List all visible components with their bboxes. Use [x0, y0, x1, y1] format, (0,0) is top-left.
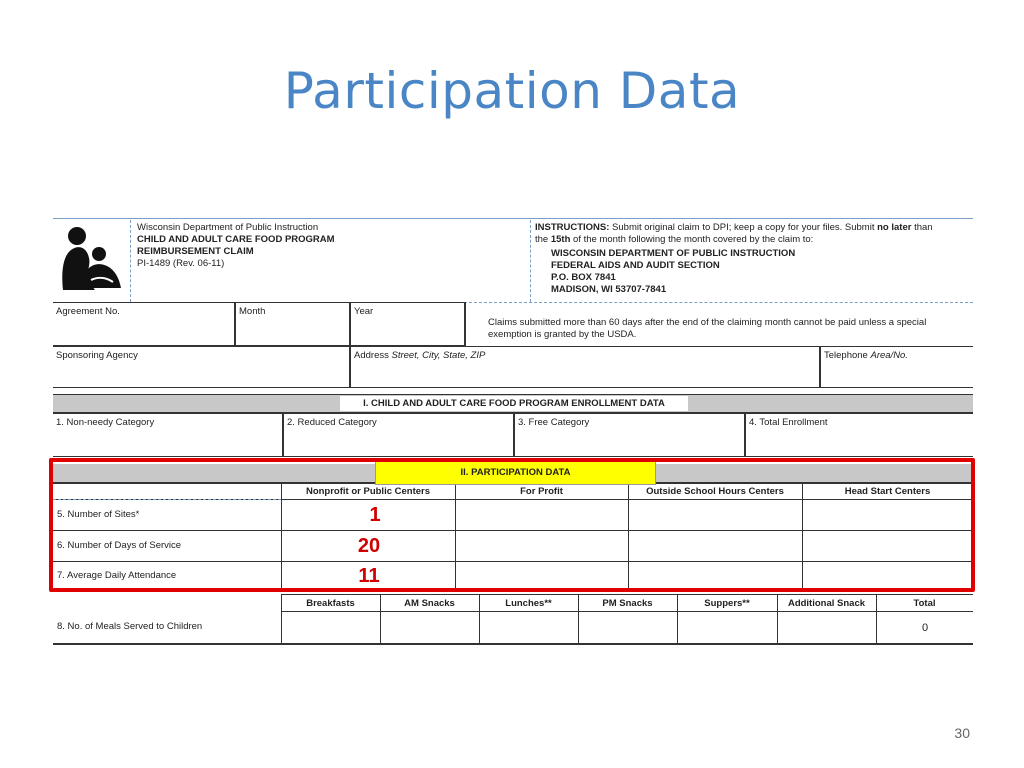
reduced-category-field[interactable] [283, 413, 514, 457]
col-lunches: Lunches** [505, 598, 552, 609]
col-pm-snacks: PM Snacks [602, 598, 653, 609]
free-category-label: 3. Free Category [518, 417, 590, 428]
telephone-label-detail: Area/No. [870, 350, 908, 361]
col-for-profit: For Profit [520, 486, 563, 497]
address-label: Address [354, 350, 392, 361]
row-meals-served: 8. No. of Meals Served to Children [57, 621, 203, 632]
instructions-text-3: of the month following the month covered by the claim to: [570, 234, 814, 245]
page-number: 30 [954, 725, 970, 741]
adult-and-child-logo-icon [55, 222, 127, 292]
form-top-rule [53, 218, 973, 219]
month-field[interactable] [235, 302, 350, 346]
address-label-detail: Street, City, State, ZIP [391, 350, 486, 361]
address-field[interactable] [350, 346, 820, 388]
claims-note [488, 317, 926, 341]
mailing-address-line4: MADISON, WI 53707-7841 [551, 284, 667, 295]
program-name: CHILD AND ADULT CARE FOOD PROGRAM [137, 234, 335, 245]
instructions-deadline: no later [877, 222, 912, 233]
non-needy-category-label: 1. Non-needy Category [56, 417, 155, 428]
row-average-daily-attendance: 7. Average Daily Attendance [57, 570, 177, 581]
sponsoring-agency-field[interactable] [53, 346, 350, 388]
col-suppers: Suppers** [704, 598, 750, 609]
telephone-label: Telephone [824, 350, 871, 361]
col-breakfasts: Breakfasts [306, 598, 355, 609]
mailing-address-line3: P.O. BOX 7841 [551, 272, 616, 283]
instructions-text-end: than [911, 222, 933, 233]
total-enrollment-field[interactable] [745, 413, 973, 457]
col-nonprofit-centers: Nonprofit or Public Centers [305, 486, 431, 497]
col-am-snacks: AM Snacks [404, 598, 455, 609]
form-id: PI-1489 (Rev. 06-11) [137, 258, 225, 269]
telephone-field[interactable] [820, 346, 973, 388]
reduced-category-label: 2. Reduced Category [287, 417, 377, 428]
free-category-field[interactable] [514, 413, 745, 457]
form-header-text [137, 222, 335, 270]
instructions [535, 222, 973, 296]
total-enrollment-label: 4. Total Enrollment [749, 417, 828, 428]
row-number-of-sites: 5. Number of Sites* [57, 509, 140, 520]
claims-note-line2: exemption is granted by the USDA. [488, 329, 637, 340]
col-head-start: Head Start Centers [844, 486, 931, 497]
enrollment-section-title: I. CHILD AND ADULT CARE FOOD PROGRAM ENROLLMENT DATA [340, 396, 688, 411]
instructions-text: Submit original claim to DPI; keep a copy for your files. Submit [609, 222, 878, 233]
meals-total-value[interactable]: 0 [921, 622, 929, 634]
non-needy-category-field[interactable] [53, 413, 283, 457]
mailing-address-line2: FEDERAL AIDS AND AUDIT SECTION [551, 260, 720, 271]
claims-note-line1: Claims submitted more than 60 days after the end of the claiming month cannot be paid unless a special [488, 317, 927, 328]
agreement-label: Agreement No. [56, 306, 120, 317]
col-total: Total [913, 598, 936, 609]
col-outside-school-hours: Outside School Hours Centers [646, 486, 784, 497]
number-of-sites-value[interactable]: 1 [369, 504, 381, 526]
instructions-day: 15th [550, 234, 571, 245]
year-label: Year [354, 306, 374, 317]
claim-name: REIMBURSEMENT CLAIM [137, 246, 254, 257]
mailing-address-line1: WISCONSIN DEPARTMENT OF PUBLIC INSTRUCTION [551, 248, 796, 259]
sponsoring-agency-label: Sponsoring Agency [56, 350, 138, 361]
month-label: Month [239, 306, 266, 317]
participation-highlight-box [49, 458, 975, 592]
slide-title: Participation Data [283, 62, 741, 120]
agency-name: Wisconsin Department of Public Instruction [137, 222, 319, 233]
average-daily-attendance-value[interactable]: 11 [358, 565, 380, 587]
instructions-label: INSTRUCTIONS: [535, 222, 610, 233]
col-additional-snack: Additional Snack [787, 598, 866, 609]
agreement-number-field[interactable] [53, 302, 235, 346]
row-days-of-service: 6. Number of Days of Service [57, 540, 182, 551]
year-field[interactable] [350, 302, 466, 346]
days-of-service-value[interactable]: 20 [357, 535, 381, 557]
reimbursement-claim-form [53, 216, 973, 648]
participation-section-title: II. PARTICIPATION DATA [375, 461, 656, 485]
instructions-text-2: the [535, 234, 551, 245]
